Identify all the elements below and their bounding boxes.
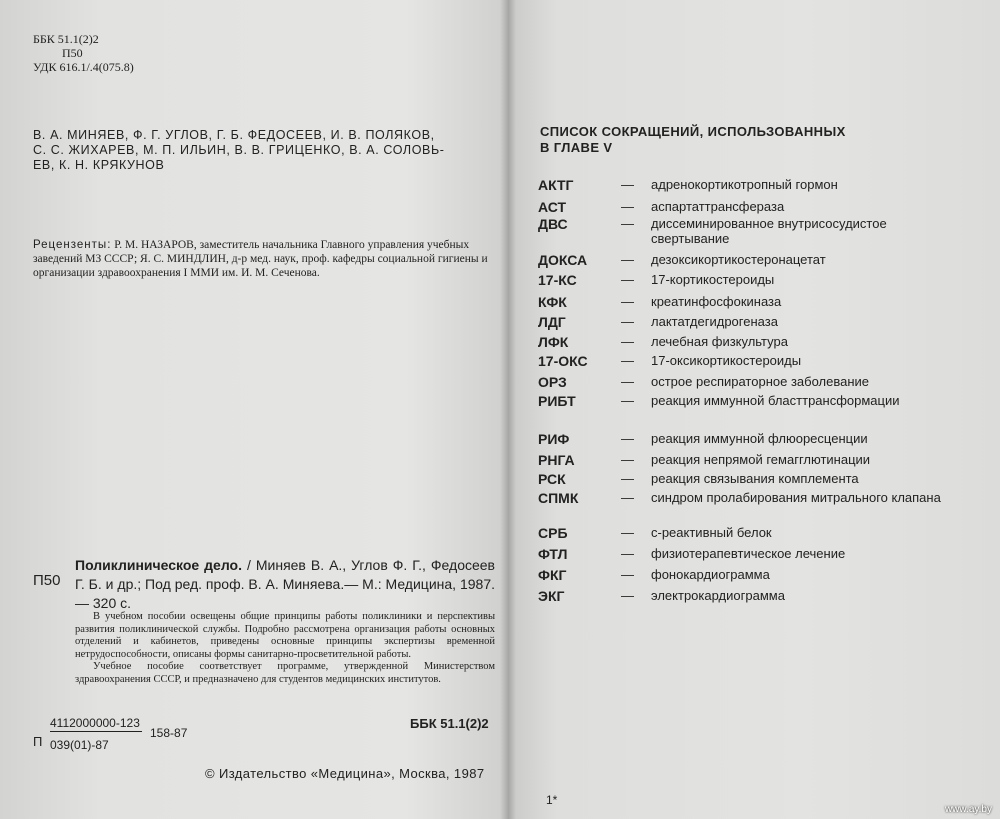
abbreviation-term: ЛДГ — [538, 314, 566, 330]
abbreviation-dash: — — [621, 252, 634, 267]
abbreviation-dash: — — [621, 314, 634, 329]
abbreviation-definition: с-реактивный белок — [651, 525, 772, 540]
abbreviation-dash: — — [621, 353, 634, 368]
right-page — [508, 0, 1000, 819]
abbreviation-term: СРБ — [538, 525, 568, 541]
authors — [33, 128, 493, 173]
abbreviation-dash: — — [621, 374, 634, 389]
reviewers-label: Рецензенты: — [33, 239, 112, 251]
abbreviation-definition: лактатдегидрогеназа — [651, 314, 778, 329]
reviewers-text: Р. М. НАЗАРОВ, заместитель начальника Главного управления учебных заведений МЗ СССР; Я. С. МИНДЛИН, д-р мед. наук, проф. кафедры социальной гигиены и организации здравоохранения I ММИ им. И. М. Сеченова. — [33, 239, 488, 279]
abbreviation-dash: — — [621, 431, 634, 446]
authors-line: В. А. МИНЯЕВ, Ф. Г. УГЛОВ, Г. Б. ФЕДОСЕЕВ, И. В. ПОЛЯКОВ, — [33, 128, 435, 142]
abbreviation-dash: — — [621, 490, 634, 505]
index-bbk: ББК 51.1(2)2 — [410, 716, 489, 731]
index-denominator: 039(01)-87 — [50, 738, 109, 752]
abbreviation-definition: фонокардиограмма — [651, 567, 770, 582]
annotation-paragraph: В учебном пособии освещены общие принципы работы поликлиники и перспективы развития поликлинической службы. Подробно рассмотрена организация работы основных отделений и кабинетов, приведены основные принципы экспертизы временной нетрудоспособности, описаны формы санитарно-просветительной работы. — [75, 611, 495, 660]
abbreviation-dash: — — [621, 199, 634, 214]
abbreviation-definition: лечебная физкультура — [651, 334, 788, 349]
abbreviation-dash: — — [621, 216, 634, 231]
annotation — [75, 611, 495, 686]
abbreviation-term: 17-ОКС — [538, 353, 588, 369]
abbreviation-dash: — — [621, 546, 634, 561]
index-letter: П — [33, 734, 43, 749]
abbreviation-definition: адренокортикотропный гормон — [651, 177, 838, 192]
abbreviation-definition: физиотерапевтическое лечение — [651, 546, 846, 561]
abbreviation-dash: — — [621, 471, 634, 486]
catalog-code: П50 — [33, 572, 61, 589]
abbreviation-definition: аспартаттрансфераза — [651, 199, 785, 214]
abbreviation-dash: — — [621, 588, 634, 603]
reviewers — [33, 238, 493, 280]
abbreviation-term: ФТЛ — [538, 546, 568, 562]
abbreviation-term: РСК — [538, 471, 566, 487]
imprint: © Издательство «Медицина», Москва, 1987 — [205, 766, 485, 781]
abbreviation-dash: — — [621, 334, 634, 349]
abbreviation-definition: дезоксикортикостеронацетат — [651, 252, 826, 267]
classification-code: П50 — [62, 46, 83, 60]
book-title: Поликлиническое дело. — [75, 557, 242, 573]
bibliographic-details: / Миняев В. А., Углов Ф. Г., Федосеев Г. Б. и др.; Под ред. проф. В. А. Миняева.— М.: Медицина, 1987.— 320 с. — [75, 557, 495, 611]
classification-bbk: ББК 51.1(2)2 — [33, 32, 99, 46]
index-numerator: 4112000000-123 — [50, 716, 142, 732]
annotation-paragraph: Учебное пособие соответствует программе, утвержденной Министерством здравоохранения СССР, и предназначено для студентов медицинских институтов. — [75, 661, 495, 685]
authors-line: ЕВ, К. Н. КРЯКУНОВ — [33, 158, 165, 172]
abbreviation-definition: реакция непрямой гемагглютинации — [651, 452, 871, 467]
page-number: 1* — [546, 793, 558, 807]
title-line: В ГЛАВЕ V — [540, 140, 613, 155]
abbreviation-definition: креатинфосфокиназа — [651, 294, 782, 309]
abbreviation-definition: реакция связывания комплемента — [651, 471, 859, 486]
abbreviation-term: ОРЗ — [538, 374, 567, 390]
abbreviation-dash: — — [621, 272, 634, 287]
abbreviations-title — [540, 124, 970, 156]
abbreviation-dash: — — [621, 294, 634, 309]
abbreviation-definition: диссеминированное внутрисосудистое свертывание — [651, 216, 887, 246]
abbreviation-term: 17-КС — [538, 272, 577, 288]
abbreviation-definition: 17-оксикортикостероиды — [651, 353, 802, 368]
abbreviation-definition: острое респираторное заболевание — [651, 374, 869, 389]
abbreviation-term: ЭКГ — [538, 588, 565, 604]
abbreviation-dash: — — [621, 525, 634, 540]
abbreviation-term: ФКГ — [538, 567, 567, 583]
book-spine — [500, 0, 516, 819]
abbreviation-dash: — — [621, 567, 634, 582]
abbreviation-term: РИБТ — [538, 393, 576, 409]
abbreviation-dash: — — [621, 393, 634, 408]
abbreviation-term: РИФ — [538, 431, 570, 447]
authors-line: С. С. ЖИХАРЕВ, М. П. ИЛЬИН, В. В. ГРИЦЕНКО, В. А. СОЛОВЬ- — [33, 143, 445, 157]
abbreviation-term: СПМК — [538, 490, 579, 506]
watermark: www.ay.by — [944, 804, 992, 815]
abbreviation-definition: реакция иммунной флюоресценции — [651, 431, 868, 446]
abbreviation-term: ДВС — [538, 216, 568, 232]
abbreviation-term: ДОКСА — [538, 252, 588, 268]
abbreviation-definition: электрокардиограмма — [651, 588, 785, 603]
abbreviation-dash: — — [621, 452, 634, 467]
abbreviation-term: ЛФК — [538, 334, 569, 350]
abbreviation-dash: — — [621, 177, 634, 192]
abbreviation-definition: 17-кортикостероиды — [651, 272, 775, 287]
abbreviation-term: КФК — [538, 294, 567, 310]
abbreviation-term: АКТГ — [538, 177, 574, 193]
abbreviation-definition: синдром пролабирования митрального клапана — [651, 490, 941, 505]
abbreviation-term: РНГА — [538, 452, 575, 468]
classification-udk: УДК 616.1/.4(075.8) — [33, 60, 134, 74]
abbreviation-definition: реакция иммунной бласттрансформации — [651, 393, 900, 408]
abbreviation-term: АСТ — [538, 199, 567, 215]
index-order: 158-87 — [150, 726, 188, 740]
title-line: СПИСОК СОКРАЩЕНИЙ, ИСПОЛЬЗОВАННЫХ — [540, 124, 846, 139]
bibliographic-record — [75, 556, 495, 613]
